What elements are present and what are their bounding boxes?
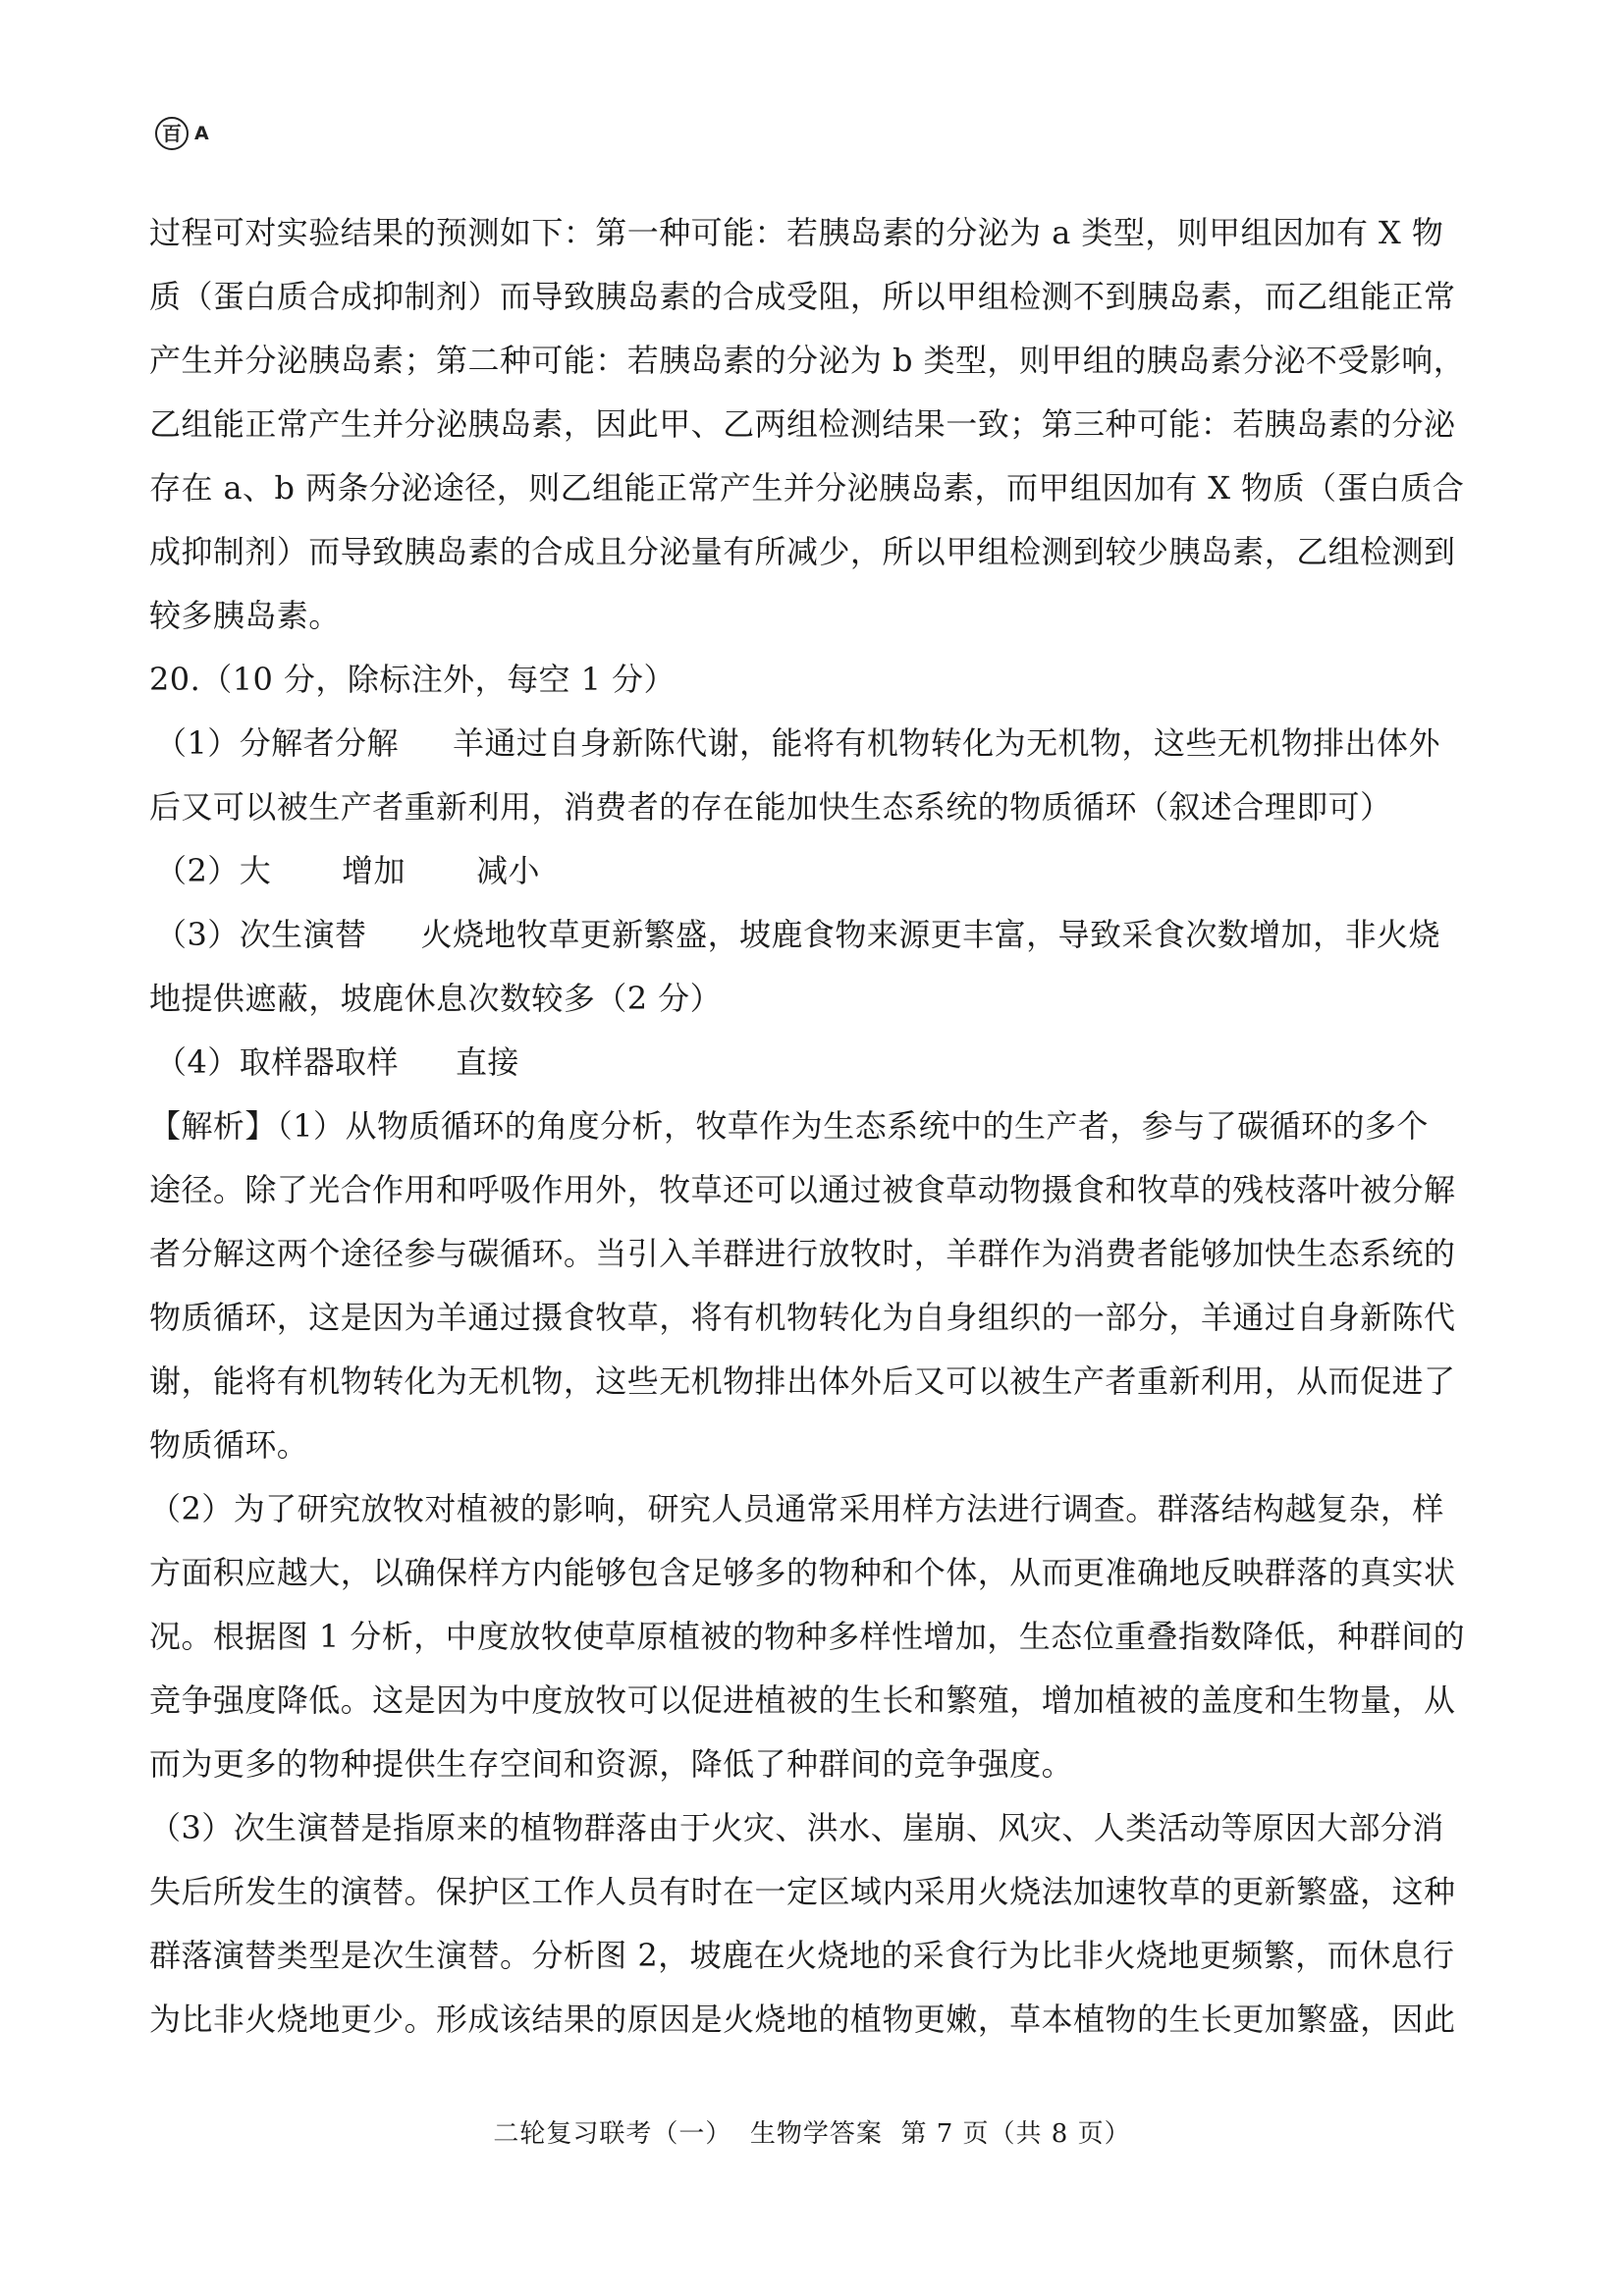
analysis-2-line: （2）为了研究放牧对植被的影响，研究人员通常采用样方法进行调查。群落结构越复杂，样	[149, 1490, 1444, 1527]
footer-text: 二轮复习联考（一） 生物学答案 第 7 页（共 8 页）	[493, 2119, 1131, 2149]
text-line: 产生并分泌胰岛素；第二种可能：若胰岛素的分泌为 b 类型，则甲组的胰岛素分泌不受影响，	[149, 342, 1466, 379]
analysis-2-line: 而为更多的物种提供生存空间和资源，降低了种群间的竞争强度。	[149, 1745, 1074, 1783]
text-line: 过程可对实验结果的预测如下：第一种可能：若胰岛素的分泌为 a 类型，则甲组因加有 X 物	[149, 214, 1444, 251]
answer-2-item-2: 增加	[342, 852, 406, 889]
analysis-1-line: 途径。除了光合作用和呼吸作用外，牧草还可以通过被食草动物摄食和牧草的残枝落叶被分解	[149, 1171, 1456, 1208]
answer-1	[149, 712, 1485, 775]
answer-4-item-2: 直接	[455, 1043, 519, 1081]
answer-document-body	[149, 201, 1485, 2052]
analysis-1-line: 物质循环。	[149, 1426, 309, 1464]
answer-1-continued: 后又可以被生产者重新利用，消费者的存在能加快生态系统的物质循环（叙述合理即可）	[149, 788, 1392, 826]
analysis-3-line: 群落演替类型是次生演替。分析图 2，坡鹿在火烧地的采食行为比非火烧地更频繁，而休息行	[149, 1937, 1455, 1974]
answer-1-label: （1）分解者分解	[155, 724, 399, 762]
publisher-logo	[155, 117, 209, 150]
logo-letter: A	[194, 123, 209, 144]
analysis-2-line: 况。根据图 1 分析，中度放牧使草原植被的物种多样性增加，生态位重叠指数降低，种群间的	[149, 1618, 1466, 1655]
analysis-1-line: 【解析】（1）从物质循环的角度分析，牧草作为生态系统中的生产者，参与了碳循环的多个	[149, 1107, 1429, 1145]
analysis-3-line: （3）次生演替是指原来的植物群落由于火灾、洪水、崖崩、风灾、人类活动等原因大部分消	[149, 1809, 1444, 1846]
answer-2-item-3: 减小	[476, 852, 540, 889]
analysis-1-line: 者分解这两个途径参与碳循环。当引入羊群进行放牧时，羊群作为消费者能够加快生态系统的	[149, 1235, 1456, 1272]
answer-4-label: （4）取样器取样	[155, 1043, 399, 1081]
text-line: 乙组能正常产生并分泌胰岛素，因此甲、乙两组检测结果一致；第三种可能：若胰岛素的分泌	[149, 405, 1456, 443]
text-line: 质（蛋白质合成抑制剂）而导致胰岛素的合成受阻，所以甲组检测不到胰岛素，而乙组能正常	[149, 278, 1456, 315]
answer-3-continued: 地提供遮蔽，坡鹿休息次数较多（2 分）	[149, 980, 723, 1017]
answer-1-explanation: 羊通过自身新陈代谢，能将有机物转化为无机物，这些无机物排出体外	[452, 724, 1440, 762]
text-line: 存在 a、b 两条分泌途径，则乙组能正常产生并分泌胰岛素，而甲组因加有 X 物质（蛋白质合	[149, 469, 1465, 507]
analysis-2-line: 方面积应越大，以确保样方内能够包含足够多的物种和个体，从而更准确地反映群落的真实状	[149, 1554, 1456, 1591]
analysis-3-line: 为比非火烧地更少。形成该结果的原因是火烧地的植物更嫩，草本植物的生长更加繁盛，因此	[149, 2001, 1456, 2038]
answer-3-label: （3）次生演替	[155, 916, 367, 953]
analysis-2-line: 竞争强度降低。这是因为中度放牧可以促进植被的生长和繁殖，增加植被的盖度和生物量，从	[149, 1682, 1456, 1719]
page-footer	[0, 2113, 1624, 2150]
text-line: 较多胰岛素。	[149, 597, 341, 634]
analysis-1-line: 谢，能将有机物转化为无机物，这些无机物排出体外后又可以被生产者重新利用，从而促进了	[149, 1362, 1456, 1400]
text-line: 成抑制剂）而导致胰岛素的合成且分泌量有所减少，所以甲组检测到较少胰岛素，乙组检测到	[149, 533, 1456, 570]
question-heading: 20.（10 分，除标注外，每空 1 分）	[149, 661, 676, 698]
answer-2	[149, 839, 1485, 903]
logo-mark-icon: 百	[155, 117, 189, 150]
answer-3-explanation: 火烧地牧草更新繁盛，坡鹿食物来源更丰富，导致采食次数增加，非火烧	[420, 916, 1440, 953]
answer-2-label: （2）大	[155, 852, 272, 889]
answer-3	[149, 903, 1485, 967]
analysis-3-line: 失后所发生的演替。保护区工作人员有时在一定区域内采用火烧法加速牧草的更新繁盛，这种	[149, 1873, 1456, 1910]
answer-4	[149, 1031, 1485, 1095]
analysis-1-line: 物质循环，这是因为羊通过摄食牧草，将有机物转化为自身组织的一部分，羊通过自身新陈代	[149, 1299, 1456, 1336]
